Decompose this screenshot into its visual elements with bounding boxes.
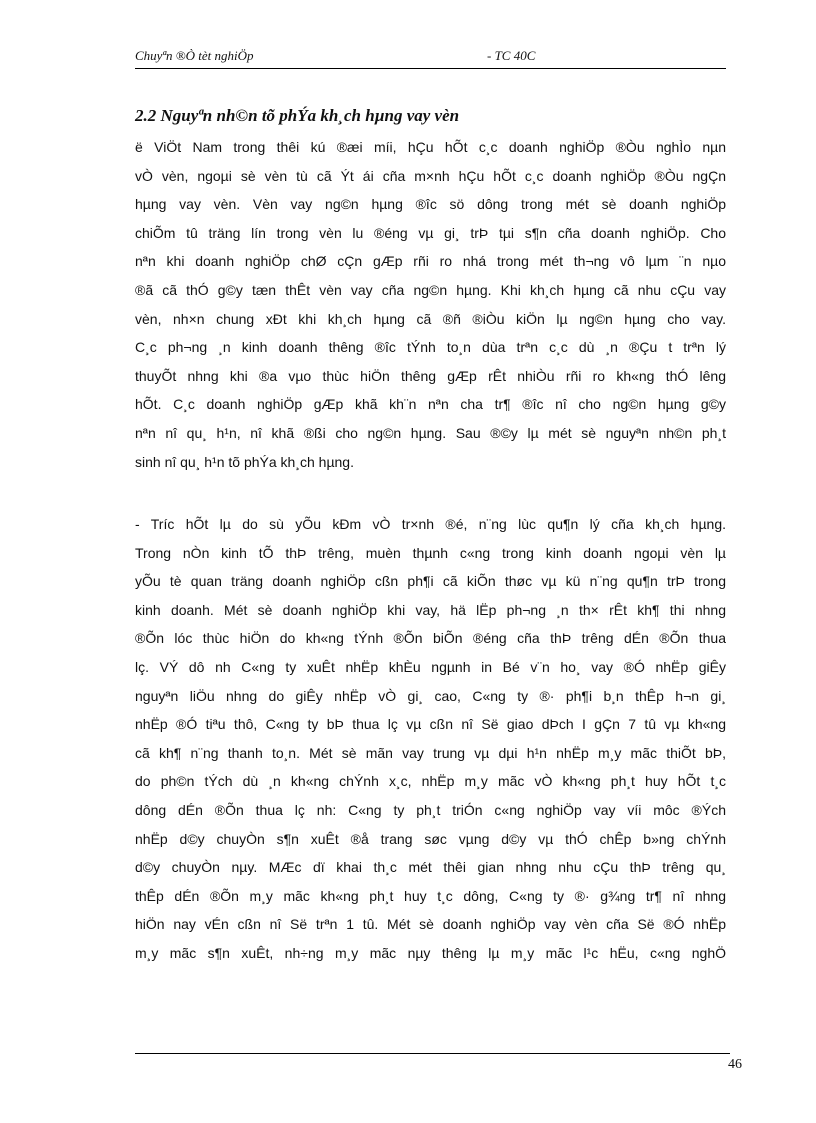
section-heading: 2.2 Nguyªn nh©n tõ phÝa kh¸ch hµng vay vèn xyxy=(135,106,460,125)
text-line: hiÖn nay vÉn cßn nî Së trªn 1 tû. Mét sè doanh nghiÖp vay vèn cña Së ®Ó nhËp xyxy=(135,916,726,933)
text-line: kinh doanh. Mét sè doanh nghiÖp khi vay, hä lËp ph¬ng ¸n th× rÊt kh¶ thi nhng xyxy=(135,601,726,618)
text-line: Trong nÒn kinh tÕ thÞ trêng, muèn thµnh c«ng trong kinh doanh ngoµi vèn lµ xyxy=(135,544,726,561)
text-line: cã kh¶ n¨ng thanh to¸n. Mét sè mãn vay trung vµ dµi h¹n nhËp m¸y mãc thiÕt bÞ, xyxy=(135,744,726,761)
text-line: m¸y mãc s¶n xuÊt, nh÷ng m¸y mãc nµy thêng lµ m¸y mãc l¹c hËu, c«ng nghÖ xyxy=(135,944,726,961)
text-line: do ph©n tÝch dù ¸n kh«ng chÝnh x¸c, nhËp m¸y mãc vÒ kh«ng ph¸t huy hÕt t¸c xyxy=(135,773,726,790)
header-class-code: - TC 40C xyxy=(487,48,536,63)
text-line: nhËp d©y chuyÒn s¶n xuÊt ®å trang søc vµng d©y vµ thÓ chÊp b»ng chÝnh xyxy=(135,830,726,847)
text-line: hµng vay vèn. Vèn vay ng©n hµng ®îc sö dông trong mét sè doanh nghiÖp xyxy=(135,196,726,213)
page-number: 46 xyxy=(728,1057,742,1072)
text-line: chiÕm tû träng lín trong vèn lu ®éng vµ gi¸ trÞ tµi s¶n cña doanh nghiÖp. Cho xyxy=(135,224,726,241)
text-line: hÕt. C¸c doanh nghiÖp gÆp khã kh¨n nªn cha tr¶ ®îc nî cho ng©n hµng g©y xyxy=(135,396,726,413)
text-line: sinh nî qu¸ h¹n tõ phÝa kh¸ch hµng. xyxy=(135,453,354,470)
text-line: nªn khi doanh nghiÖp chØ cÇn gÆp rñi ro nhá trong mét th¬ng vô lµm ¨n nµo xyxy=(135,253,726,270)
text-line: nªn nî qu¸ h¹n, nî khã ®ßi cho ng©n hµng. Sau ®©y lµ mét sè nguyªn nh©n ph¸t xyxy=(135,424,726,441)
paragraph-1 xyxy=(135,133,726,476)
text-line: ë ViÖt Nam trong thêi kú ®æi míi, hÇu hÕt c¸c doanh nghiÖp ®Òu nghÌo nµn xyxy=(135,139,726,155)
paragraph-2 xyxy=(135,510,726,968)
text-line: ®ã cã thÓ g©y tæn thÊt vèn vay cña ng©n hµng. Khi kh¸ch hµng cã nhu cÇu vay xyxy=(135,281,726,298)
text-line: lç. VÝ dô nh C«ng ty xuÊt nhËp khÈu ngµnh in Bé v¨n ho¸ vay ®Ó nhËp giÊy xyxy=(135,658,726,675)
text-line: thÊp dÉn ®Õn m¸y mãc kh«ng ph¸t huy t¸c dông, C«ng ty ®· g¾ng tr¶ nî nhng xyxy=(135,887,726,904)
text-line: d©y chuyÒn nµy. MÆc dï khai th¸c mét thêi gian nhng nhu cÇu thÞ trêng qu¸ xyxy=(135,859,726,876)
text-line: thuyÕt nhng khi ®a vµo thùc hiÖn thêng gÆp rÊt nhiÒu rñi ro kh«ng thÓ lêng xyxy=(135,367,726,384)
text-line: yÕu tè quan träng doanh nghiÖp cßn ph¶i cã kiÕn thøc vµ kü n¨ng qu¶n trÞ trong xyxy=(135,573,726,590)
header-divider xyxy=(135,68,726,69)
text-line: nguyªn liÖu nhng do giÊy nhËp vÒ gi¸ cao, C«ng ty ®· ph¶i b¸n thÊp h¬n gi¸ xyxy=(135,687,726,704)
footer-divider xyxy=(135,1053,730,1054)
page-header xyxy=(135,48,726,68)
text-line: - Tríc hÕt lµ do sù yÕu kÐm vÒ tr×nh ®é, n¨ng lùc qu¶n lý cña kh¸ch hµng. xyxy=(135,516,726,532)
text-line: C¸c ph¬ng ¸n kinh doanh thêng ®îc tÝnh to¸n dùa trªn c¸c dù ¸n ®Çu t trªn lý xyxy=(135,339,726,356)
text-line: vèn, nh×n chung xÐt khi kh¸ch hµng cã ®ñ ®iÒu kiÖn lµ ng©n hµng cho vay. xyxy=(135,310,726,327)
text-line: vÒ vèn, ngoµi sè vèn tù cã Ýt ái cña m×nh hÇu hÕt c¸c doanh nghiÖp ®Òu ngÇn xyxy=(135,167,726,184)
header-document-title: Chuyªn ®Ò tèt nghiÖp xyxy=(135,48,254,63)
text-line: dông dÉn ®Õn thua lç nh: C«ng ty ph¸t triÓn c«ng nghiÖp vay víi môc ®Ých xyxy=(135,801,726,818)
text-line: ®Õn lóc thùc hiÖn do kh«ng tÝnh ®Õn biÕn ®éng cña thÞ trêng dÉn ®Õn thua xyxy=(135,630,726,647)
text-line: nhËp ®Ó tiªu thô, C«ng ty bÞ thua lç vµ cßn nî Së giao dÞch I gÇn 7 tû vµ kh«ng xyxy=(135,716,726,733)
